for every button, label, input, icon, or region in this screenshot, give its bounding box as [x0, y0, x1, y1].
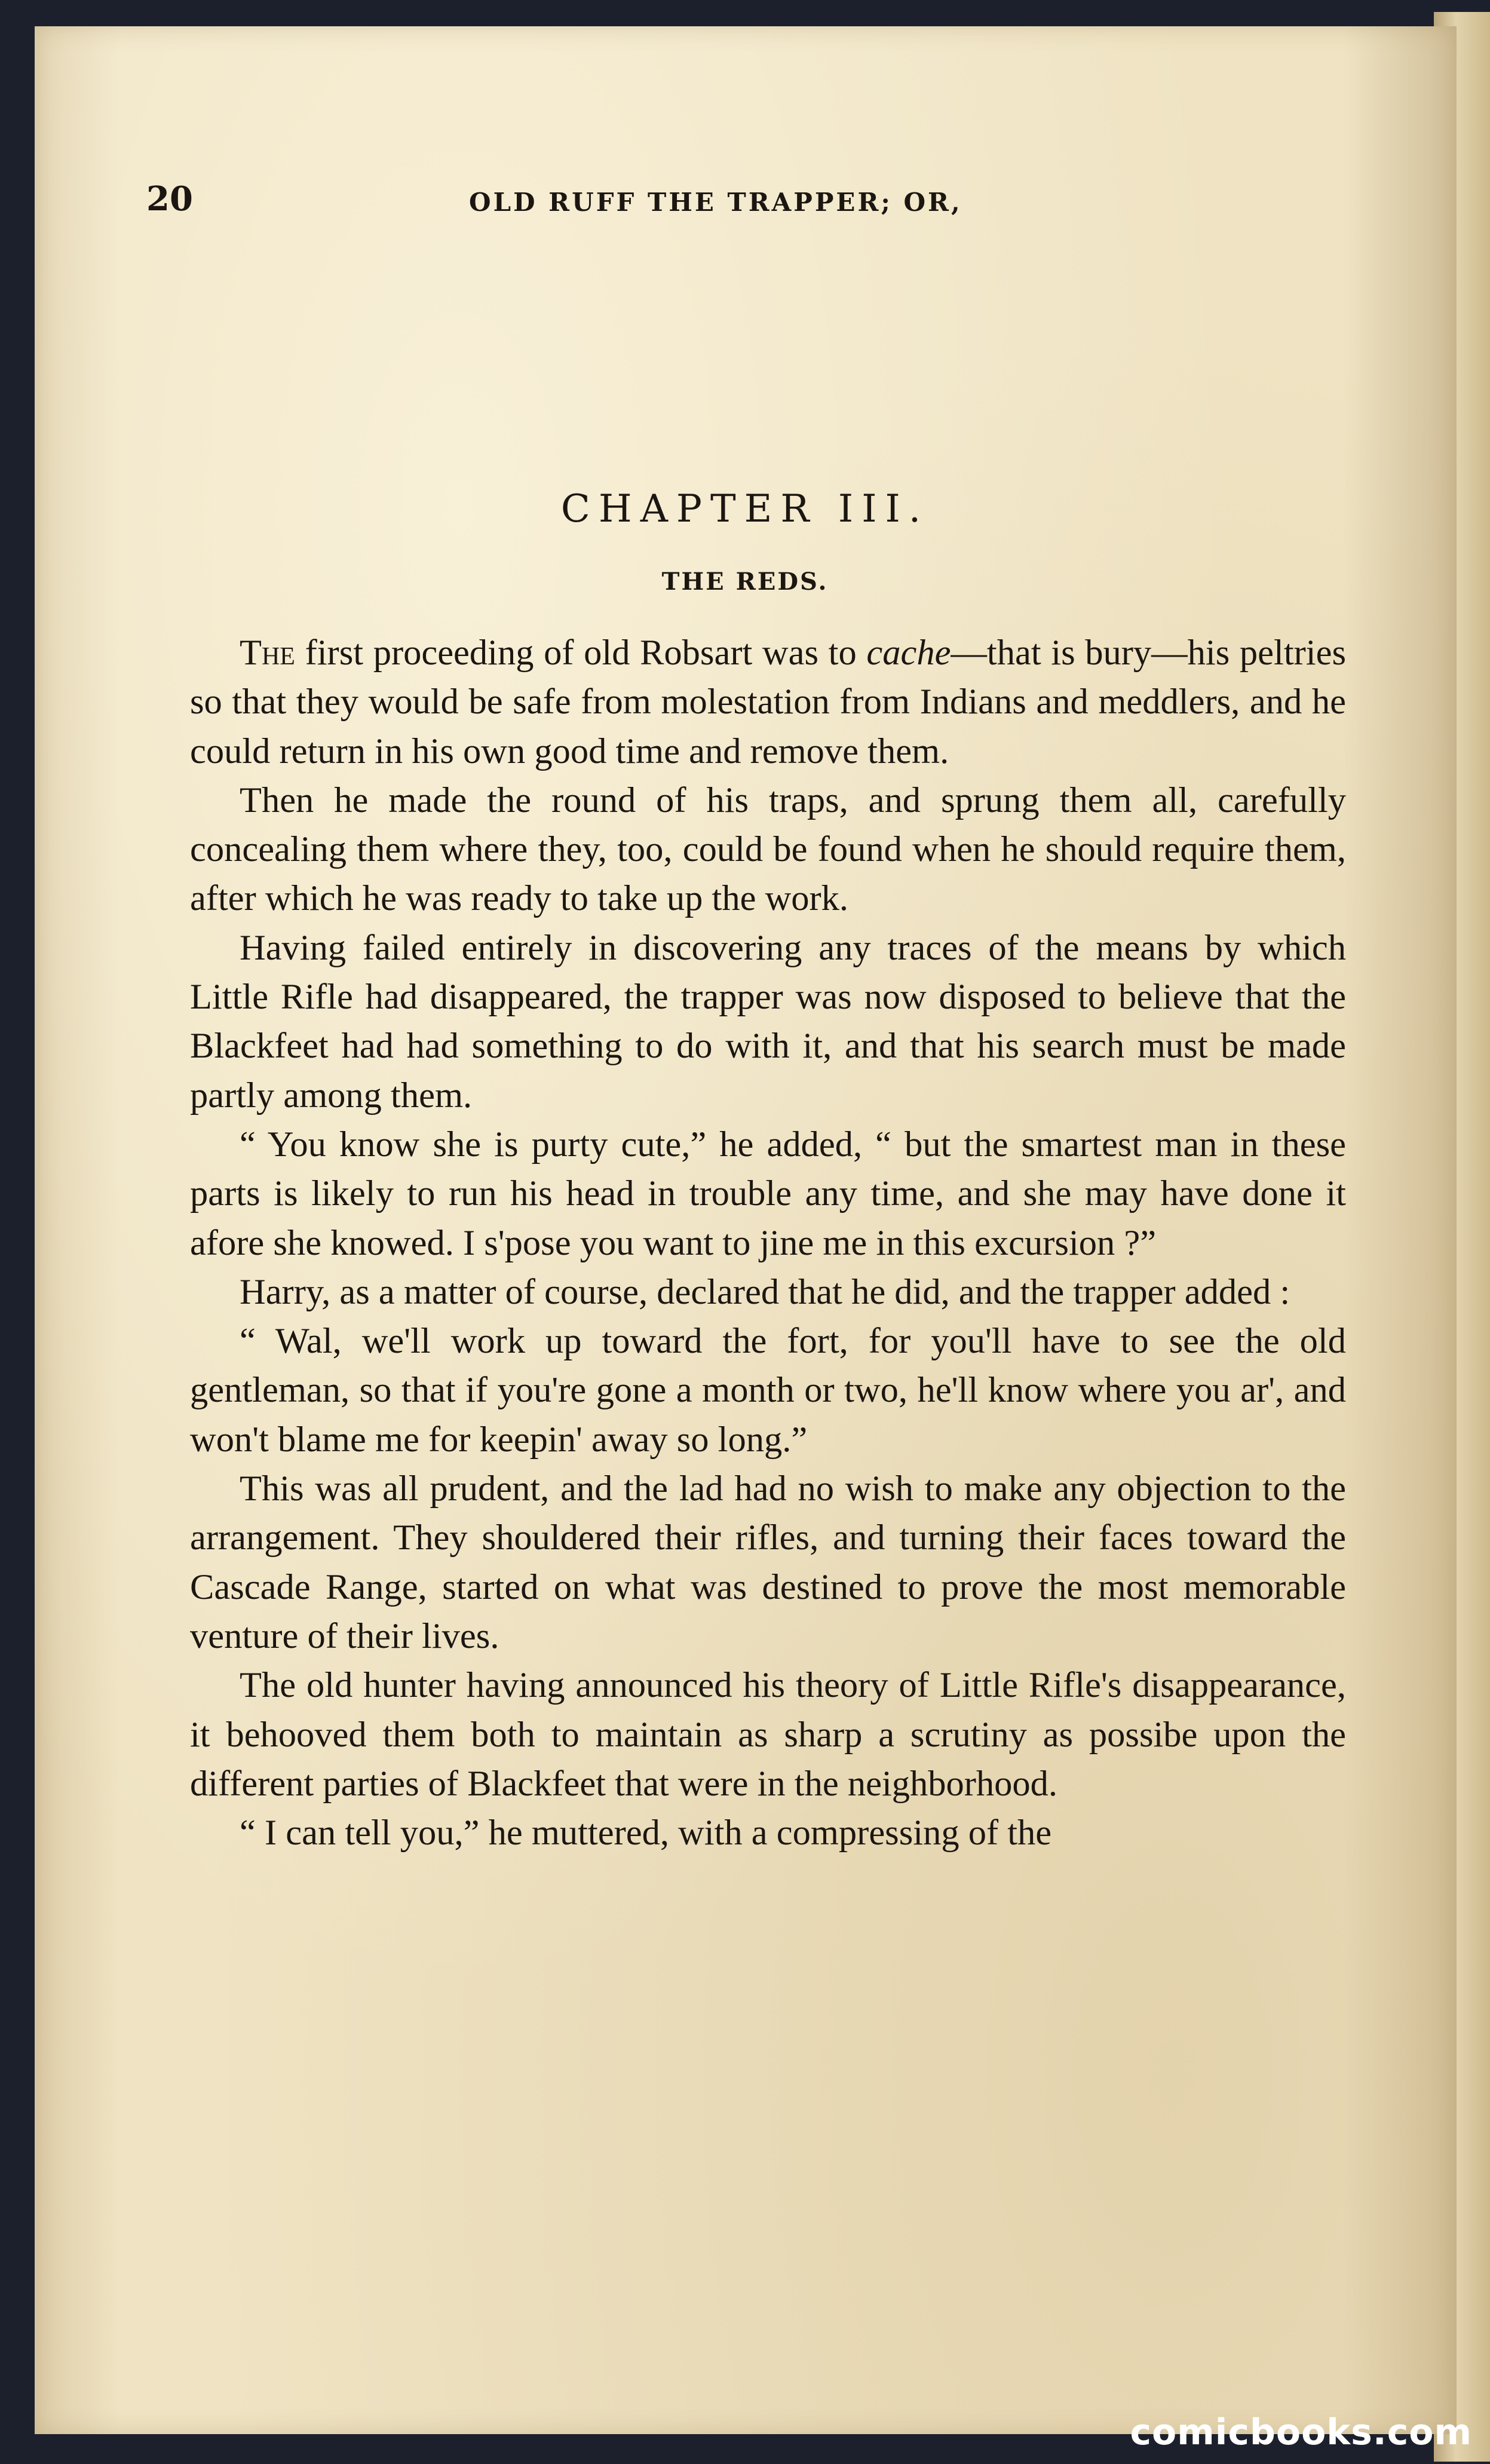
paragraph-4: “ You know she is purty cute,” he added, “ but the smartest man in these parts is likely to run his head in trouble any time, and she may have done it afore she knowed. I s'pose you want to jine me in this excursion ?”: [190, 1124, 1346, 1263]
chapter-title: CHAPTER III.: [560, 487, 930, 531]
paragraph-7: This was all prudent, and the lad had no wish to make any objection to the arrangement. They shouldered their rifles, and turning their faces toward the Cascade Range, started on what was destined to prove the most memorable venture of their lives.: [190, 1469, 1346, 1656]
paragraph-2: Then he made the round of his traps, and sprung them all, carefully concealing them where they, too, could be found when he should require them, after which he was ready to take up the work.: [190, 780, 1346, 919]
page-number: 20: [146, 179, 193, 219]
paragraph-5: Harry, as a matter of course, declared that he did, and the trapper added :: [240, 1271, 1290, 1312]
paragraph-9: “ I can tell you,” he muttered, with a compressing of the: [240, 1813, 1052, 1853]
drop-lead-word: The: [240, 633, 295, 673]
site-watermark: comicbooks.com: [1130, 2411, 1472, 2453]
running-head: [146, 179, 1365, 227]
chapter-subtitle: THE REDS.: [661, 568, 829, 596]
running-title: OLD RUFF THE TRAPPER; OR,: [469, 188, 962, 217]
paragraph-3: Having failed entirely in discovering any traces of the means by which Little Rifle had disappeared, the trapper was now disposed to believe that the Blackfeet had had something to do with it, and that his search must be made partly among them.: [190, 927, 1346, 1115]
paragraph-1: The first proceeding of old Robsart was to cache—that is bury—his peltries so that they would be safe from molestation from Indians and meddlers, and he could return in his own good time and remove them.: [190, 633, 1346, 771]
body-text: [190, 629, 1346, 1858]
paragraph-8: The old hunter having announced his theory of Little Rifle's disappearance, it behooved them both to maintain as sharp a scrutiny as possibe upon the different parties of Blackfeet that were in the neighborhood.: [190, 1665, 1346, 1804]
paragraph-6: “ Wal, we'll work up toward the fort, for you'll have to see the old gentleman, so that if you're gone a month or two, he'll know where you ar', and won't blame me for keepin' away so long.”: [190, 1321, 1346, 1460]
italic-word: cache: [866, 633, 951, 673]
